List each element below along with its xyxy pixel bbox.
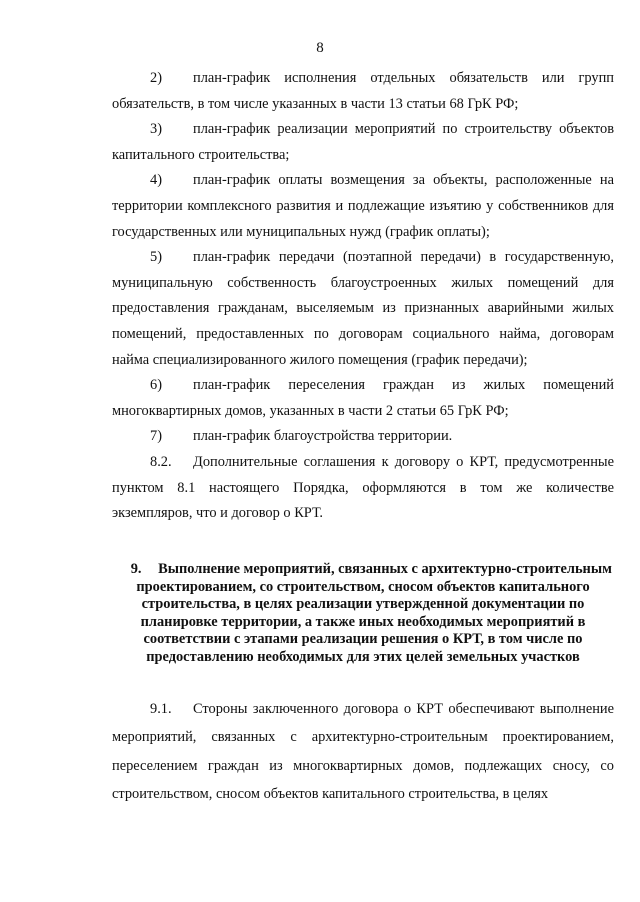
section-number: 9. [130,561,142,577]
section-9-heading [112,561,614,667]
list-item-text: план-график переселения граждан из жилых помещений многоквартирных домов, указанных в части 2 статьи 65 ГрК РФ; [112,377,614,419]
list-item-number: 3) [150,121,162,138]
list-item-number: 4) [150,172,162,189]
clause-text: Стороны заключенного договора о КРТ обеспечивают выполнение мероприятий, связанных с архитектурно-строительным проектированием, переселением граждан из многоквартирных домов, подлежащих сносу, со строительством, сносом объектов капитального строительства, в целях [112,701,614,803]
clause-number: 8.2. [150,453,172,470]
list-item-5 [112,245,614,373]
list-item-number: 2) [150,70,162,86]
list-item-text: план-график реализации мероприятий по строительству объектов капитального строительства; [112,121,614,163]
section-9-body [112,695,614,809]
list-item-number: 7) [150,428,162,445]
list-item-7 [112,424,614,450]
list-item-4 [112,168,614,245]
list-item-number: 6) [150,377,162,394]
clause-9-1 [112,695,614,809]
section-title: Выполнение мероприятий, связанных с архитектурно-строительным проектированием, со строительством, сносом объектов капитального строительства, в целях реализации утвержденной документации по планировке территории, а также иных необходимых мероприятий в соответствии с этапами реализации решения о КРТ, в том числе по предоставлению необходимых для этих целей земельных участков [136,561,612,665]
list-item-6 [112,373,614,424]
clause-8-2 [112,450,614,527]
list-item-text: план-график благоустройства территории. [193,428,453,445]
list-item-text: план-график передачи (поэтапной передачи) в государственную, муниципальную собственность благоустроенных жилых помещений для предоставления гражданам, выселяемым из признанных аварийными жилых помещений, предоставленных по договорам социального найма, договорам найма специализированного жилого помещения (график передачи); [112,249,614,368]
list-item-3 [112,117,614,168]
list-item-text: план-график исполнения отдельных обязательств или групп обязательств, в том числе указанных в части 13 статьи 68 ГрК РФ; [112,70,614,112]
list-item-number: 5) [150,249,162,266]
list-item-text: план-график оплаты возмещения за объекты, расположенные на территории комплексного развития и подлежащие изъятию у собственников для государственных или муниципальных нужд (график оплаты); [112,172,614,240]
page-number: 8 [316,40,324,56]
list-block [112,66,614,527]
list-item-2 [112,66,614,117]
clause-text: Дополнительные соглашения к договору о КРТ, предусмотренные пунктом 8.1 настоящего Порядка, оформляются в том же количестве экземпляров, что и договор о КРТ. [112,453,614,522]
clause-number: 9.1. [150,701,172,717]
